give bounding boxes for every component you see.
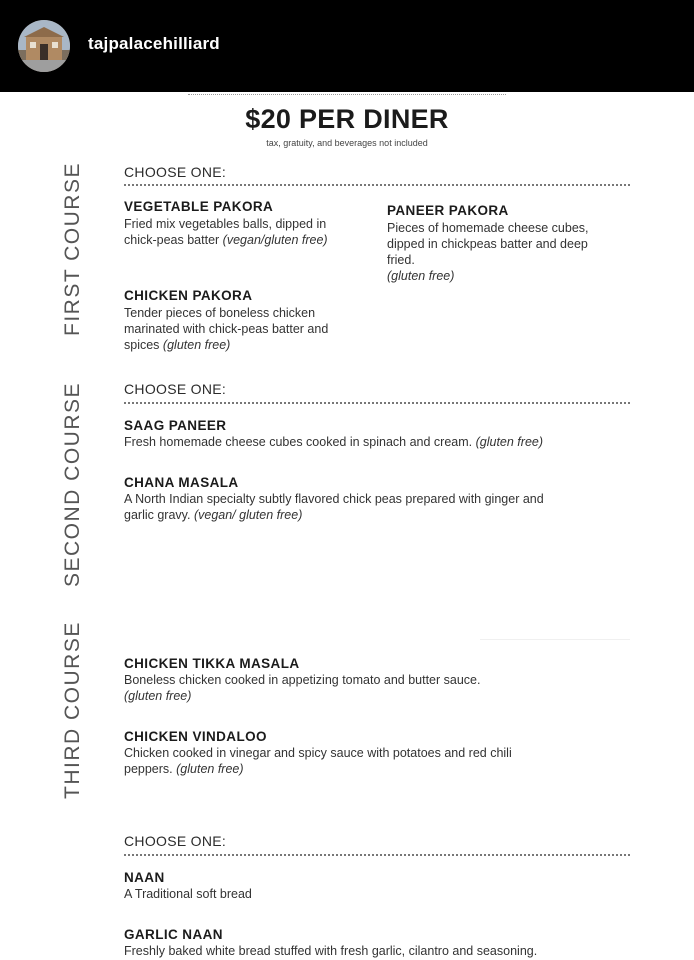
item-description [387, 220, 615, 284]
top-divider [188, 94, 506, 95]
dotted-divider [124, 402, 630, 404]
menu-page [0, 92, 694, 960]
choose-one-label: CHOOSE ONE: [124, 381, 227, 397]
dotted-divider [124, 854, 630, 856]
item-description [124, 745, 534, 777]
item-name: VEGETABLE PAKORA [124, 199, 274, 214]
item-description [124, 434, 624, 450]
item-name: CHICKEN TIKKA MASALA [124, 656, 300, 671]
item-name: SAAG PANEER [124, 418, 227, 433]
item-description [124, 886, 524, 902]
dietary-note: (gluten free) [162, 338, 231, 352]
item-name: CHICKEN VINDALOO [124, 729, 267, 744]
description-text: Boneless chicken cooked in appetizing tomato and butter sauce. [124, 673, 481, 687]
item-description [124, 672, 554, 704]
item-name: CHANA MASALA [124, 475, 239, 490]
description-text: A North Indian specialty subtly flavored chick peas prepared with ginger and garlic gravy. [124, 492, 544, 522]
item-name: PANEER PAKORA [387, 203, 509, 218]
choose-one-label: CHOOSE ONE: [124, 833, 227, 849]
item-name: GARLIC NAAN [124, 927, 223, 942]
dietary-note: (gluten free) [124, 689, 192, 703]
dietary-note: (vegan/gluten free) [222, 233, 328, 247]
dietary-note: (gluten free) [475, 435, 544, 449]
course-label-second: SECOND COURSE [61, 381, 84, 587]
item-description [124, 943, 644, 959]
dietary-note: (gluten free) [176, 762, 244, 776]
description-text: Chicken cooked in vinegar and spicy sauce with potatoes and red chili peppers. [124, 746, 512, 776]
description-text: Freshly baked white bread stuffed with fresh garlic, cilantro and seasoning. [124, 944, 538, 958]
restaurant-building-icon [18, 20, 70, 72]
item-description [124, 216, 356, 248]
item-description [124, 305, 350, 353]
dietary-note: (vegan/ gluten free) [193, 508, 303, 522]
course-label-third: THIRD COURSE [61, 621, 84, 799]
dotted-divider [124, 184, 630, 186]
description-text: Fried mix vegetables balls, dipped in chick-peas batter [124, 217, 327, 247]
description-text: A Traditional soft bread [124, 887, 252, 901]
item-description [124, 491, 564, 523]
username[interactable]: tajpalacehilliard [88, 34, 220, 53]
description-text: Fresh homemade cheese cubes cooked in spinach and cream. [124, 435, 473, 449]
course-label-first: FIRST COURSE [61, 162, 84, 336]
choose-one-label: CHOOSE ONE: [124, 164, 227, 180]
description-text: Tender pieces of boneless chicken marinated with chick-peas batter and spices [124, 306, 329, 352]
faint-divider [480, 639, 630, 640]
description-text: Pieces of homemade cheese cubes, dipped in chickpeas batter and deep fried. [387, 221, 589, 267]
post-header [0, 0, 694, 92]
item-name: CHICKEN PAKORA [124, 288, 253, 303]
dietary-note: (gluten free) [387, 269, 455, 283]
menu-title: $20 PER DINER [245, 104, 449, 134]
avatar[interactable] [18, 20, 70, 72]
menu-subtitle: tax, gratuity, and beverages not included [266, 138, 428, 148]
item-name: NAAN [124, 870, 165, 885]
